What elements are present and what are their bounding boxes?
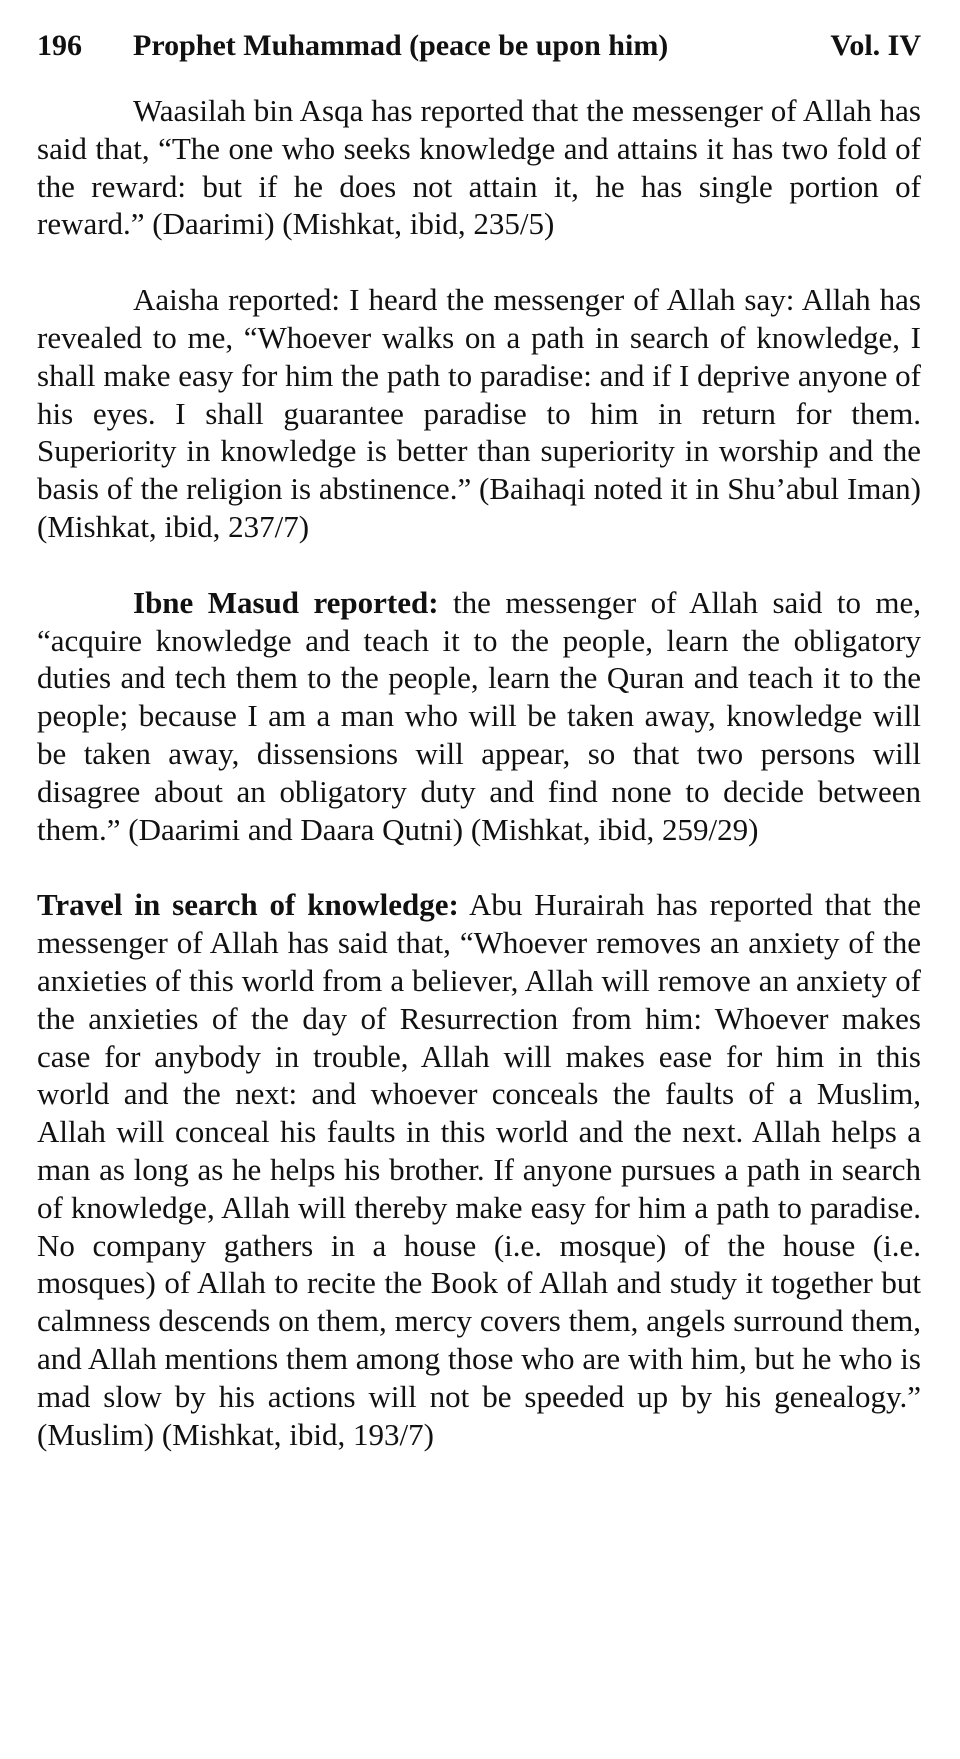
book-title: Prophet Muhammad (peace be upon him): [133, 29, 669, 62]
paragraph-text: the messenger of Allah said to me, “acquire knowledge and teach it to the people, learn the obligatory duties and tech them to the people, learn the Quran and teach it to the people; because I am a man who will be taken away, knowledge will be taken away, dissensions will appear, so that two persons will disagree about an obligatory duty and find none to decide between them.” (Daarimi and Daara Qutni) (Mishkat, ibid, 259/29): [37, 584, 922, 847]
running-header: [37, 28, 921, 64]
paragraph-aaisha: [37, 281, 921, 546]
paragraph-text: Abu Hurairah has reported that the messenger of Allah has said that, “Whoever removes an anxiety of the anxieties of this world from a believer, Allah will remove an anxiety of the anxieties of the day of Resurrection from him: Whoever makes case for anybody in trouble, Allah will makes ease for him in this world and the next: and whoever conceals the faults of a Muslim, Allah will conceal his faults in this world and the next. Allah helps a man as long as he helps his brother. If anyone pursues a path in search of knowledge, Allah will thereby make easy for him a path to paradise. No company gathers in a house (i.e. mosque) of the house (i.e. mosques) of Allah to recite the Book of Allah and study it together but calmness descends on them, mercy covers them, angels surround them, and Allah mentions them among those who are with him, but he who is mad slow by his actions will not be speeded up by his genealogy.” (Muslim) (Mishkat, ibid, 193/7): [37, 887, 921, 1452]
paragraph-lead: Travel in search of knowledge:: [37, 887, 459, 923]
paragraph-text: Aaisha reported: I heard the messenger of Allah say: Allah has revealed to me, “Whoever walks on a path in search of knowledge, I shall make easy for him the path to paradise: and if I deprive anyone of his eyes. I shall guarantee paradise to him in return for them. Superiority in knowledge is better than superiority in worship and the basis of the religion is abstinence.” (Baihaqi noted it in Shu’abul Iman) (Mishkat, ibid, 237/7): [37, 282, 921, 544]
paragraph-text: Waasilah bin Asqa has reported that the messenger of Allah has said that, “The one who seeks knowledge and attains it has two fold of the reward: but if he does not attain it, he has single portion of reward.” (Daarimi) (Mishkat, ibid, 235/5): [37, 93, 921, 242]
page-number: 196: [37, 29, 82, 62]
paragraph-travel-knowledge: [37, 886, 921, 1453]
document-page: [37, 28, 921, 1491]
volume-label: Vol. IV: [830, 29, 921, 62]
paragraph-lead: Ibne Masud reported:: [133, 584, 439, 620]
paragraph-waasilah: [37, 92, 921, 243]
paragraph-ibne-masud: [37, 584, 921, 849]
